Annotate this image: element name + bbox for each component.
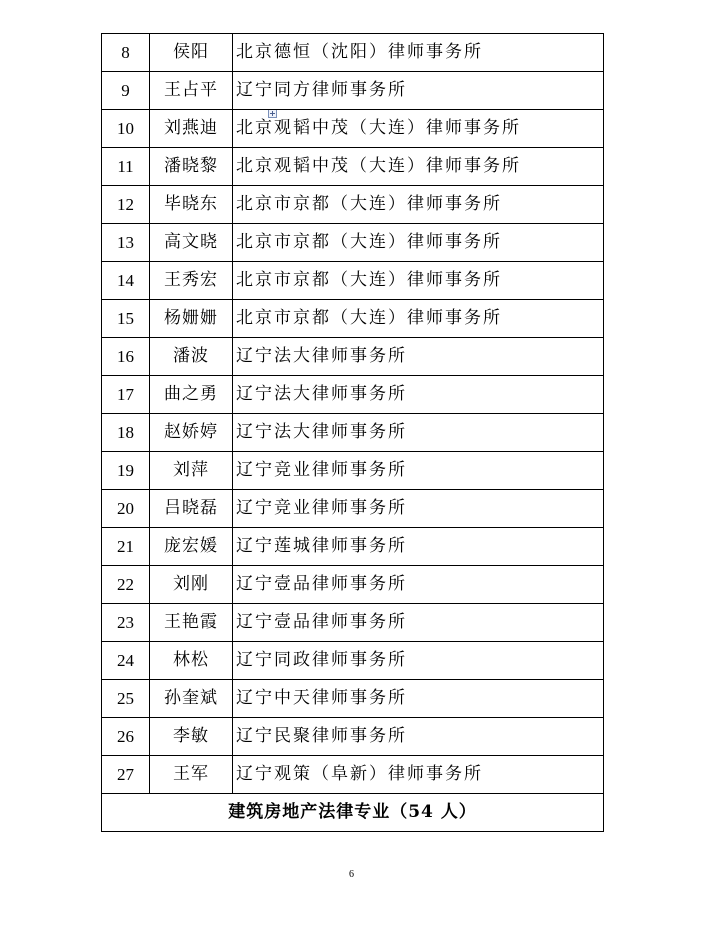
roster-table-body bbox=[102, 34, 604, 794]
lawyer-name-cell: 毕晓东 bbox=[150, 186, 233, 224]
lawyer-name-cell: 高文晓 bbox=[150, 224, 233, 262]
law-firm-cell: 辽宁竞业律师事务所 bbox=[233, 452, 604, 490]
row-number-cell: 18 bbox=[102, 414, 150, 452]
table-row bbox=[102, 718, 604, 756]
page-number: 6 bbox=[349, 869, 354, 880]
table-row bbox=[102, 452, 604, 490]
table-row bbox=[102, 756, 604, 794]
lawyer-name-cell: 刘萍 bbox=[150, 452, 233, 490]
lawyer-name-cell: 吕晓磊 bbox=[150, 490, 233, 528]
law-firm-cell: 辽宁中天律师事务所 bbox=[233, 680, 604, 718]
table-row bbox=[102, 262, 604, 300]
section-heading-row bbox=[102, 794, 604, 832]
law-firm-cell: 辽宁观策（阜新）律师事务所 bbox=[233, 756, 604, 794]
lawyer-name-cell: 孙奎斌 bbox=[150, 680, 233, 718]
law-firm-cell: 辽宁民聚律师事务所 bbox=[233, 718, 604, 756]
lawyer-name-cell: 王占平 bbox=[150, 72, 233, 110]
lawyer-name-cell: 赵娇婷 bbox=[150, 414, 233, 452]
law-firm-cell: 北京观韬中茂（大连）律师事务所 bbox=[233, 110, 604, 148]
law-firm-cell: 北京观韬中茂（大连）律师事务所 bbox=[233, 148, 604, 186]
lawyer-name-cell: 王秀宏 bbox=[150, 262, 233, 300]
table-row bbox=[102, 110, 604, 148]
row-number-cell: 20 bbox=[102, 490, 150, 528]
row-number-cell: 17 bbox=[102, 376, 150, 414]
law-firm-cell: 辽宁竞业律师事务所 bbox=[233, 490, 604, 528]
row-number-cell: 22 bbox=[102, 566, 150, 604]
table-row bbox=[102, 680, 604, 718]
lawyer-name-cell: 潘波 bbox=[150, 338, 233, 376]
row-number-cell: 23 bbox=[102, 604, 150, 642]
table-row bbox=[102, 604, 604, 642]
law-firm-cell: 北京市京都（大连）律师事务所 bbox=[233, 186, 604, 224]
lawyer-roster-table bbox=[101, 33, 604, 832]
table-row bbox=[102, 34, 604, 72]
row-number-cell: 11 bbox=[102, 148, 150, 186]
lawyer-name-cell: 李敏 bbox=[150, 718, 233, 756]
lawyer-name-cell: 刘刚 bbox=[150, 566, 233, 604]
lawyer-name-cell: 王艳霞 bbox=[150, 604, 233, 642]
row-number-cell: 19 bbox=[102, 452, 150, 490]
row-number-cell: 21 bbox=[102, 528, 150, 566]
table-row bbox=[102, 338, 604, 376]
row-number-cell: 25 bbox=[102, 680, 150, 718]
row-number-cell: 10 bbox=[102, 110, 150, 148]
table-row bbox=[102, 224, 604, 262]
table-row bbox=[102, 186, 604, 224]
row-number-cell: 27 bbox=[102, 756, 150, 794]
row-number-cell: 13 bbox=[102, 224, 150, 262]
law-firm-cell: 北京市京都（大连）律师事务所 bbox=[233, 262, 604, 300]
row-number-cell: 26 bbox=[102, 718, 150, 756]
row-number-cell: 24 bbox=[102, 642, 150, 680]
lawyer-name-cell: 刘燕迪 bbox=[150, 110, 233, 148]
table-row bbox=[102, 642, 604, 680]
row-number-cell: 12 bbox=[102, 186, 150, 224]
row-number-cell: 9 bbox=[102, 72, 150, 110]
law-firm-cell: 辽宁莲城律师事务所 bbox=[233, 528, 604, 566]
section-heading: 建筑房地产法律专业（54 人） bbox=[102, 794, 604, 832]
law-firm-cell: 辽宁壹品律师事务所 bbox=[233, 566, 604, 604]
table-row bbox=[102, 528, 604, 566]
law-firm-cell: 辽宁法大律师事务所 bbox=[233, 376, 604, 414]
law-firm-cell: 北京市京都（大连）律师事务所 bbox=[233, 224, 604, 262]
lawyer-name-cell: 杨姗姗 bbox=[150, 300, 233, 338]
law-firm-cell: 辽宁同政律师事务所 bbox=[233, 642, 604, 680]
lawyer-name-cell: 林松 bbox=[150, 642, 233, 680]
lawyer-name-cell: 王军 bbox=[150, 756, 233, 794]
lawyer-name-cell: 潘晓黎 bbox=[150, 148, 233, 186]
table-row bbox=[102, 414, 604, 452]
law-firm-cell: 辽宁壹品律师事务所 bbox=[233, 604, 604, 642]
table-row bbox=[102, 490, 604, 528]
lawyer-name-cell: 曲之勇 bbox=[150, 376, 233, 414]
table-row bbox=[102, 148, 604, 186]
law-firm-cell: 北京市京都（大连）律师事务所 bbox=[233, 300, 604, 338]
row-number-cell: 15 bbox=[102, 300, 150, 338]
law-firm-cell: 辽宁法大律师事务所 bbox=[233, 414, 604, 452]
law-firm-cell: 北京德恒（沈阳）律师事务所 bbox=[233, 34, 604, 72]
law-firm-cell: 辽宁同方律师事务所 bbox=[233, 72, 604, 110]
table-row bbox=[102, 566, 604, 604]
lawyer-name-cell: 庞宏媛 bbox=[150, 528, 233, 566]
lawyer-name-cell: 侯阳 bbox=[150, 34, 233, 72]
row-number-cell: 8 bbox=[102, 34, 150, 72]
row-number-cell: 14 bbox=[102, 262, 150, 300]
table-row bbox=[102, 300, 604, 338]
table-row bbox=[102, 376, 604, 414]
table-row bbox=[102, 72, 604, 110]
law-firm-cell: 辽宁法大律师事务所 bbox=[233, 338, 604, 376]
row-number-cell: 16 bbox=[102, 338, 150, 376]
